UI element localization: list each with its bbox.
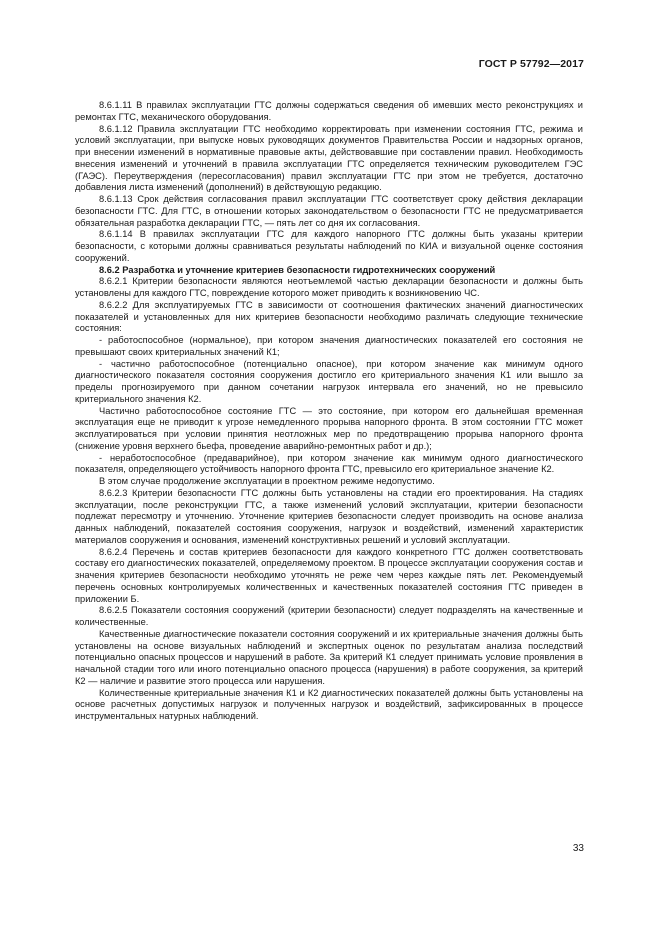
page-number: 33 bbox=[572, 843, 584, 854]
list-item: - работоспособное (нормальное), при котором значения диагностических показателей его состояния не превышают своих критериальных значений К1; bbox=[75, 335, 583, 357]
paragraph: 8.6.1.13 Срок действия согласования правил эксплуатации ГТС соответствует сроку действия декларации безопасности ГТС. Для ГТС, в отношении которых законодательством о безопасности ГТС не предусматривается обязательная разработка декларации ГТС, — пять лет со дня их согласования. bbox=[75, 194, 583, 228]
body-text bbox=[75, 100, 583, 723]
paragraph: В этом случае продолжение эксплуатации в проектном режиме недопустимо. bbox=[99, 476, 435, 486]
paragraph: 8.6.2.4 Перечень и состав критериев безопасности для каждого конкретного ГТС должен соответствовать составу его диагностических показателей, определяемому проектом. В процессе эксплуатации сооружения состав и значения критериев безопасности необходимо уточнять не реже чем через каждые пять лет. Рекомендуемый перечень основных контролируемых количественных и качественных показателей состояния ГТС приведен в приложении Б. bbox=[75, 546, 583, 604]
paragraph: Частично работоспособное состояние ГТС — это состояние, при котором его дальнейшая временная эксплуатация еще не приводит к угрозе немедленного прорыва напорного фронта. В этом состоянии ГТС может эксплуатироваться при условии принятия неотложных мер по предотвращению прорыва напорного фронта (снижение уровня верхнего бьефа, проведение аварийно-ремонтных работ и др.); bbox=[75, 405, 583, 451]
paragraph: 8.6.2.2 Для эксплуатируемых ГТС в зависимости от соотношения фактических значений диагностических показателей и установленных для них критериев безопасности необходимо различать следующие технические состояния: bbox=[75, 299, 583, 334]
paragraph: 8.6.1.11 В правилах эксплуатации ГТС должны содержаться сведения об имевших место реконструкциях и ремонтах ГТС, механического оборудования. bbox=[75, 100, 583, 122]
paragraph: Количественные критериальные значения К1 и К2 диагностических показателей должны быть установлены на основе расчетных допустимых нагрузок и полученных нагрузок и воздействий, зафиксированных в процессе инструментальных натурных наблюдений. bbox=[75, 687, 583, 721]
paragraph: 8.6.2.3 Критерии безопасности ГТС должны быть установлены на стадии его проектирования. На стадиях эксплуатации, после реконструкции ГТС, а также изменений условий эксплуатации, критерии безопасности подлежат пересмотру и уточнению. Уточнение критериев безопасности следует производить на основе анализа данных наблюдений, показателей состояния сооружения, нагрузок и воздействий, изменений характеристик материалов сооружения и основания, изменений конструктивных решений и условий эксплуатации. bbox=[75, 487, 583, 545]
section-heading: 8.6.2 Разработка и уточнение критериев безопасности гидротехнических сооружений bbox=[99, 264, 496, 275]
standard-code-header: ГОСТ Р 57792—2017 bbox=[478, 58, 584, 70]
paragraph: 8.6.1.12 Правила эксплуатации ГТС необходимо корректировать при изменении состояния ГТС, режима и условий эксплуатации, при выпуске новых руководящих документов Правительства России и надзорных органов, при внесении изменений в нормативные правовые акты, действовавшие при составлении правил. Необходимость внесения изменений и уточнений в правила эксплуатации ГТС определяется техническим руководителем ГЭС (ГАЭС). Переутверждения (пересогласования) правил эксплуатации ГТС при этом не требуется, достаточно добавления листа изменений (дополнений) в действующую редакцию. bbox=[75, 123, 583, 193]
list-item: - частично работоспособное (потенциально опасное), при котором значение как минимум одного диагностического показателя состояния сооружения достигло его критериального значения К1 или вышло за пределы прогнозируемого при данном сочетании нагрузок интервала его значений, но не превысило критериального значения К2. bbox=[75, 358, 583, 404]
paragraph: 8.6.1.14 В правилах эксплуатации ГТС для каждого напорного ГТС должны быть указаны критерии безопасности, с которыми должны сравниваться результаты наблюдений по КИА и визуальной оценке состояния сооружений. bbox=[75, 229, 583, 263]
paragraph: 8.6.2.1 Критерии безопасности являются неотъемлемой частью декларации безопасности и должны быть установлены для каждого ГТС, повреждение которого может приводить к возникновению ЧС. bbox=[75, 276, 583, 298]
list-item: - неработоспособное (предаварийное), при котором значение как минимум одного диагностического показателя, определяющего устойчивость напорного фронта ГТС, превысило его критериальное значение К2. bbox=[75, 452, 583, 475]
paragraph: 8.6.2.5 Показатели состояния сооружений (критерии безопасности) следует подразделять на качественные и количественные. bbox=[75, 605, 583, 627]
paragraph: Качественные диагностические показатели состояния сооружений и их критериальные значения должны быть установлены на основе визуальных наблюдений и экспертных оценок по результатам анализа последствий потенциально опасных процессов и нарушений в работе. За критерий К1 следует принимать условие проявления в начальной стадии того или иного потенциально опасного процесса (нарушения) в работе сооружения, за критерий К2 — наличие и развитие этого процесса или нарушения. bbox=[75, 628, 583, 686]
